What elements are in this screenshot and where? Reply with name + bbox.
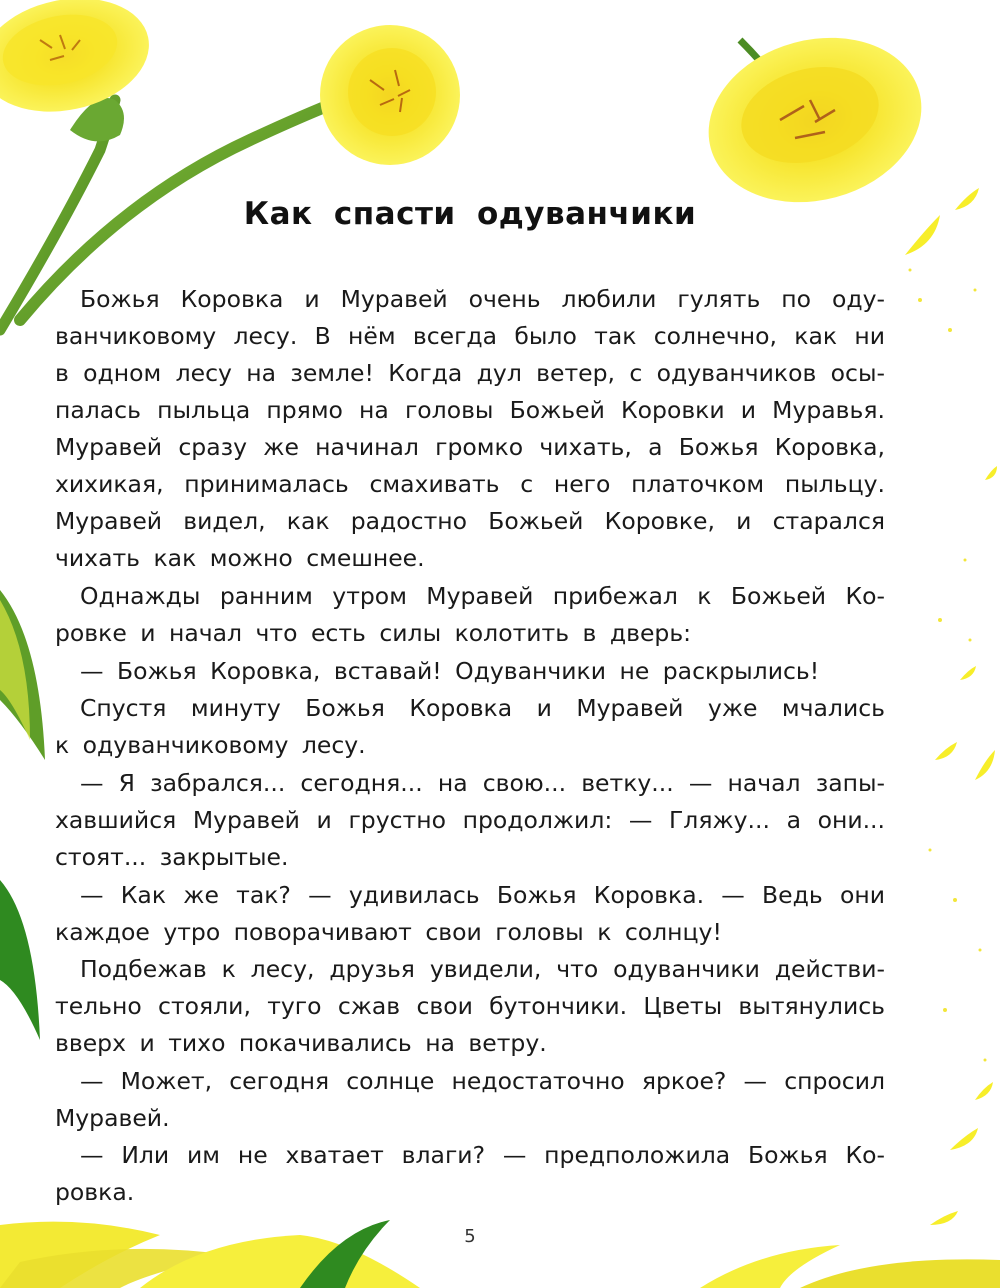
text-line: тельно стояли, туго сжав свои бутончики. Цветы вытянулись (55, 992, 885, 1020)
text-line: в одном лесу на земле! Когда дул ветер, с одуванчиков осы- (55, 359, 885, 387)
dandelion-flower-right (690, 15, 940, 225)
text-line: ровке и начал что есть силы колотить в дверь: (55, 619, 692, 647)
petal (960, 666, 976, 680)
page-number: 5 (464, 1226, 476, 1247)
petal (950, 1128, 978, 1150)
petal (975, 750, 995, 780)
text-line: — Может, сегодня солнце недостаточно яркое? — спросил (80, 1067, 885, 1095)
leaf (0, 880, 40, 1040)
text-line: Муравей сразу же начинал громко чихать, а Божья Коровка, (55, 433, 885, 461)
text-line: — Или им не хватает влаги? — предположила Божья Ко- (80, 1141, 885, 1169)
text-line: каждое утро поворачивают свои головы к солнцу! (55, 918, 722, 946)
dandelion-flower-left (0, 0, 160, 126)
story-title: Как спасти одуванчики (243, 196, 697, 232)
text-line: стоят... закрытые. (55, 843, 289, 871)
text-line: вверх и тихо покачивались на ветру. (55, 1029, 547, 1057)
text-line: к одуванчиковому лесу. (55, 731, 366, 759)
text-line: — Я забрался... сегодня... на свою... ветку... — начал запы- (80, 769, 885, 797)
text-line: Спустя минуту Божья Коровка и Муравей уже мчались (80, 694, 885, 722)
text-line: Муравей видел, как радостно Божьей Коровке, и старался (55, 507, 885, 535)
text-line: Божья Коровка и Муравей очень любили гулять по оду- (80, 285, 885, 313)
petal (985, 466, 997, 480)
text-line: чихать как можно смешнее. (55, 544, 425, 572)
text-line: ровка. (55, 1178, 135, 1206)
petal (935, 742, 957, 760)
text-line: Однажды ранним утром Муравей прибежал к Божьей Ко- (80, 582, 885, 610)
petal (930, 1211, 958, 1225)
text-line: — Как же так? — удивилась Божья Коровка. — Ведь они (80, 881, 885, 909)
text-line: ванчиковому лесу. В нём всегда было так солнечно, как ни (55, 322, 885, 350)
text-line: хавшийся Муравей и грустно продолжил: — Гляжу... а они... (55, 806, 885, 834)
text-line: Подбежав к лесу, друзья увидели, что одуванчики действи- (80, 955, 885, 983)
text-line: палась пыльца прямо на головы Божьей Коровки и Муравья. (55, 396, 885, 424)
text-line: хихикая, принималась смахивать с него платочком пыльцу. (55, 470, 885, 498)
petal (975, 1082, 993, 1100)
dandelion-flower-middle (320, 25, 460, 165)
leaf (800, 1259, 1000, 1288)
text-line: — Божья Коровка, вставай! Одуванчики не раскрылись! (80, 657, 820, 685)
petal (955, 188, 979, 210)
text-line: Муравей. (55, 1104, 170, 1132)
pollen-dots (909, 269, 987, 1062)
